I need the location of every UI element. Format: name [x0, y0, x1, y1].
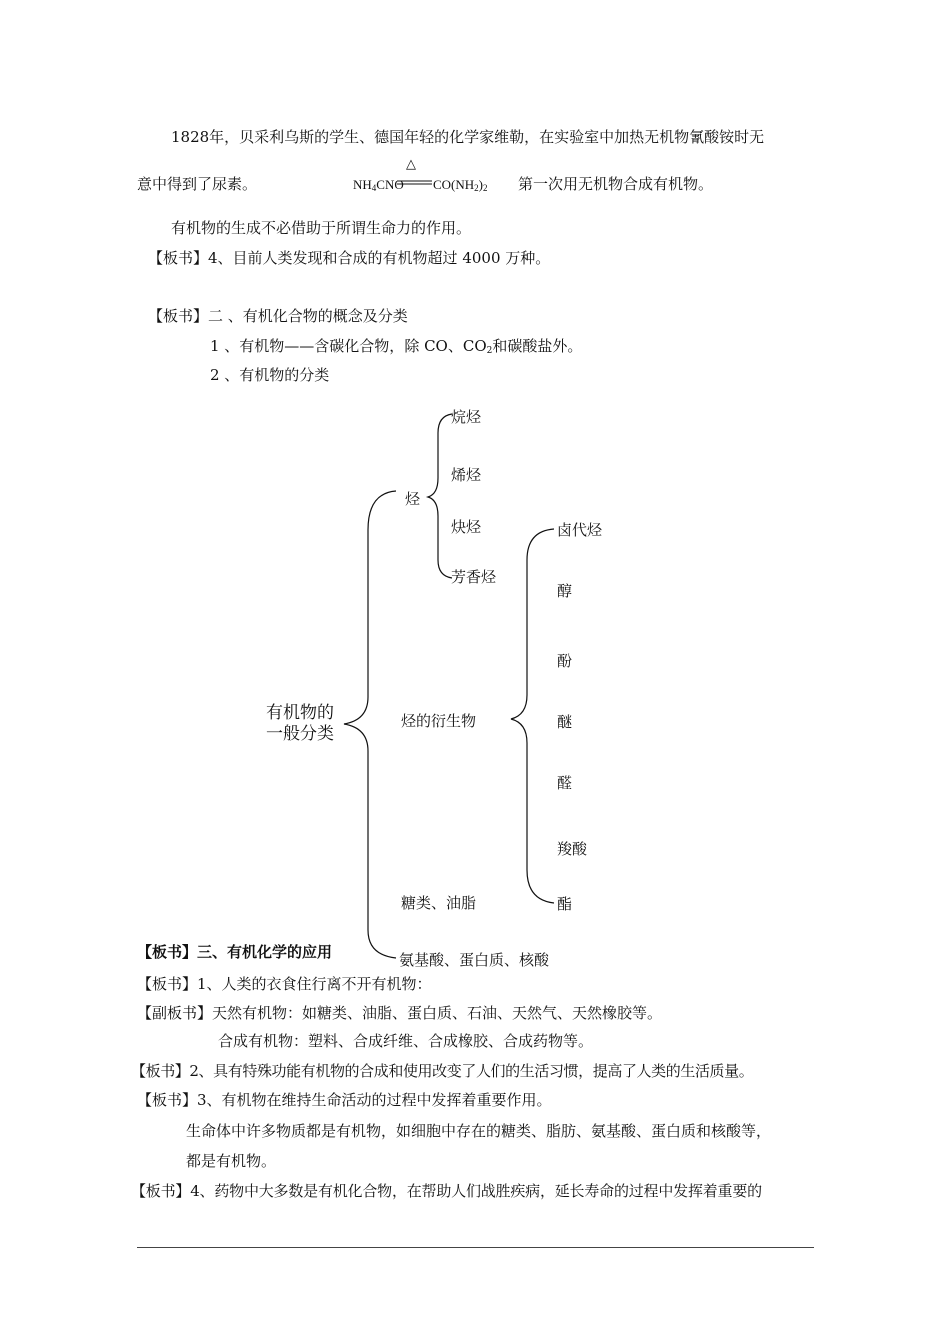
derivative-aldehyde: 醛: [557, 774, 573, 792]
derivative-ester: 酯: [557, 895, 573, 913]
section3-title: 【板书】三、有机化学的应用: [137, 943, 333, 961]
board-note-4: 【板书】4、目前人类发现和合成的有机物超过 4000 万种。: [148, 249, 551, 267]
derivative-haloalkane: 卤代烃: [557, 521, 603, 539]
application-3-detail-line2: 都是有机物。: [186, 1152, 277, 1170]
hydrocarbon-alkyne: 炔烃: [451, 518, 482, 536]
derivative-carboxylic-acid: 羧酸: [557, 840, 588, 858]
hydrocarbon-alkene: 烯烃: [451, 466, 482, 484]
branch-sugars-fats: 糖类、油脂: [401, 894, 477, 912]
derivative-phenol: 酚: [557, 652, 573, 670]
hydrocarbon-brace: [428, 414, 452, 578]
application-3-detail-line1: 生命体中许多物质都是有机物，如细胞中存在的糖类、脂肪、氨基酸、蛋白质和核酸等，: [186, 1122, 772, 1140]
vitalism-statement: 有机物的生成不必借助于所谓生命力的作用。: [171, 219, 472, 237]
derivative-brace: [511, 529, 554, 903]
application-3: 【板书】3、有机物在维持生命活动的过程中发挥着重要作用。: [137, 1091, 552, 1109]
application-2: 【板书】2、具有特殊功能有机物的合成和使用改变了人们的生活习惯，提高了人类的生活质量。: [131, 1062, 754, 1080]
derivative-alcohol: 醇: [557, 582, 573, 600]
branch-hydrocarbon: 烃: [405, 490, 421, 508]
history-paragraph-line2: 意中得到了尿素。: [137, 175, 258, 193]
section2-title: 【板书】二 、有机化合物的概念及分类: [148, 307, 408, 325]
derivative-ether: 醚: [557, 713, 573, 731]
natural-organics: 【副板书】天然有机物：如糖类、油脂、蛋白质、石油、天然气、天然橡胶等。: [137, 1004, 663, 1022]
definition-organic: 1 、有机物——含碳化合物，除 CO、$CO_2$和碳酸盐外。: [210, 337, 583, 356]
main-brace: [344, 491, 396, 958]
hydrocarbon-alkane: 烷烃: [451, 408, 482, 426]
application-4: 【板书】4、药物中大多数是有机化合物，在帮助人们战胜疾病，延长寿命的过程中发挥着重要的: [131, 1182, 762, 1200]
hydrocarbon-aromatic: 芳香烃: [451, 568, 497, 586]
branch-amino-protein-nucleic: 氨基酸、蛋白质、核酸: [399, 951, 550, 969]
product-formula: $CO(NH_2)_2$: [433, 177, 488, 193]
history-paragraph-line1: 1828年，贝采利乌斯的学生、德国年轻的化学家维勒，在实验室中加热无机物氰酸铵时无: [171, 128, 765, 146]
reactant-formula: $NH_4CNO$: [353, 177, 404, 193]
footer-rule: [137, 1247, 814, 1248]
synthetic-organics: 合成有机物：塑料、合成纤维、合成橡胶、合成药物等。: [218, 1032, 594, 1050]
heat-condition-symbol: △: [406, 157, 416, 172]
application-1: 【板书】1、人类的衣食住行离不开有机物：: [137, 975, 432, 993]
classification-heading: 2 、有机物的分类: [210, 366, 330, 384]
history-paragraph-tail: 第一次用无机物合成有机物。: [518, 175, 714, 193]
diagram-root-line2: 一般分类: [266, 724, 334, 744]
diagram-root-line1: 有机物的: [266, 703, 334, 723]
branch-derivatives: 烃的衍生物: [401, 712, 477, 730]
